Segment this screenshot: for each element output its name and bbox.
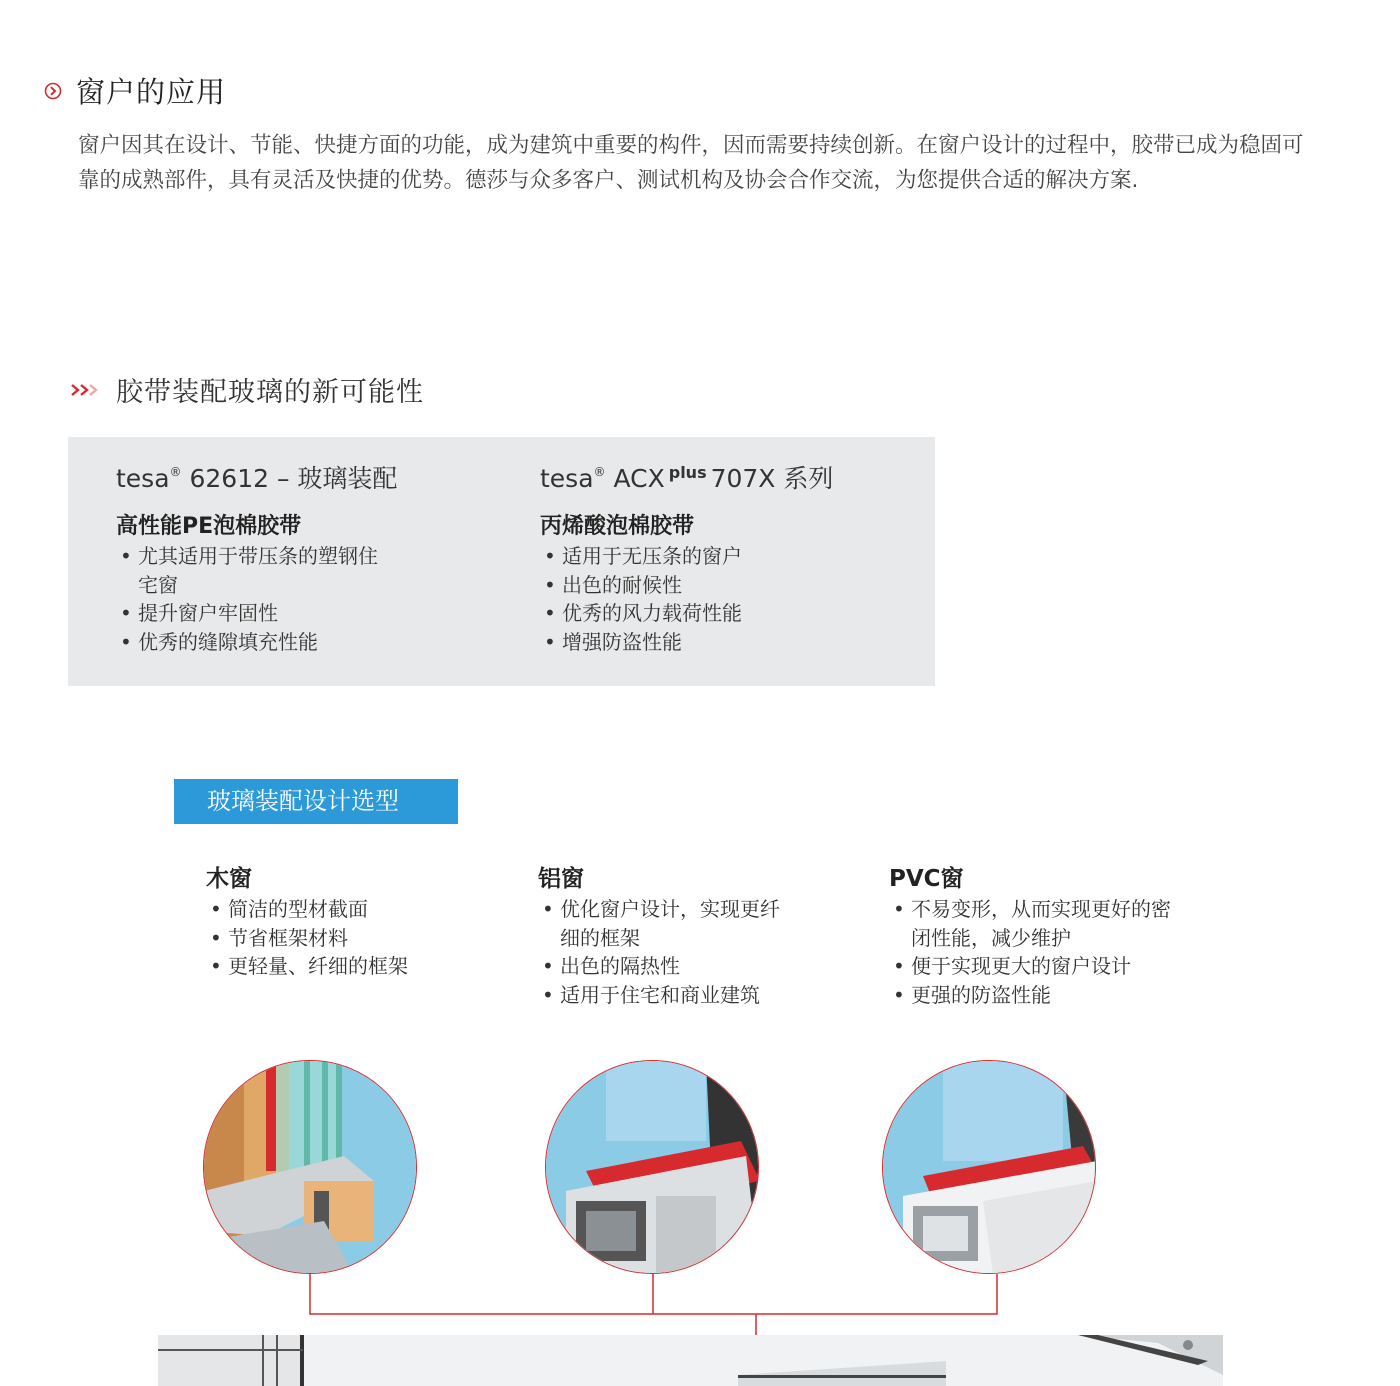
wood-window-profile-illustration <box>203 1060 417 1274</box>
product-comparison-box <box>68 437 935 686</box>
list-item: • 优秀的缝隙填充性能 <box>116 628 396 657</box>
column-title: PVC窗 <box>889 866 964 892</box>
building-window-scene-illustration <box>158 1335 1223 1386</box>
column-title: 铝窗 <box>538 866 584 892</box>
feature-list <box>116 542 396 657</box>
column-wood-window <box>206 860 466 981</box>
list-item: • 更轻量、纤细的框架 <box>206 952 466 981</box>
column-pvc-window <box>889 860 1179 1010</box>
glazing-design-banner: 玻璃装配设计选型 <box>174 779 458 824</box>
list-item: • 提升窗户牢固性 <box>116 599 396 628</box>
list-item: • 增强防盗性能 <box>540 628 840 657</box>
feature-list <box>206 895 466 981</box>
list-item: • 出色的隔热性 <box>538 952 788 981</box>
column-aluminium-window <box>538 860 788 1010</box>
pvc-window-profile-illustration <box>882 1060 1096 1274</box>
list-item: • 便于实现更大的窗户设计 <box>889 952 1179 981</box>
triple-chevron-right-icon <box>70 381 104 399</box>
list-item: • 尤其适用于带压条的塑钢住宅窗 <box>116 542 396 599</box>
feature-list <box>538 895 788 1010</box>
list-item: • 优秀的风力载荷性能 <box>540 599 840 628</box>
product-name: tesa® 62612 – 玻璃装配 <box>116 464 398 493</box>
list-item: • 更强的防盗性能 <box>889 981 1179 1010</box>
list-item: • 简洁的型材截面 <box>206 895 466 924</box>
section-title: 胶带装配玻璃的新可能性 <box>116 377 424 408</box>
product-name: tesa® ACX $^{plus}$ 707X 系列 <box>540 463 834 493</box>
product-card-62612 <box>116 459 397 657</box>
intro-paragraph: 窗户因其在设计、节能、快捷方面的功能，成为建筑中重要的构件，因而需要持续创新。在窗户设计的过程中，胶带已成为稳固可靠的成熟部件，具有灵活及快捷的优势。德莎与众多客户、测试机构及协会合作交流，为您提供合适的解决方案. <box>78 133 1304 193</box>
list-item: • 不易变形，从而实现更好的密闭性能，减少维护 <box>889 895 1179 952</box>
product-subtitle: 高性能PE泡棉胶带 <box>116 514 302 539</box>
feature-list <box>889 895 1179 1010</box>
feature-list <box>540 542 840 657</box>
list-item: • 适用于无压条的窗户 <box>540 542 840 571</box>
product-card-acx-plus <box>540 459 840 657</box>
list-item: • 适用于住宅和商业建筑 <box>538 981 788 1010</box>
list-item: • 节省框架材料 <box>206 924 466 953</box>
column-title: 木窗 <box>206 866 252 892</box>
product-subtitle: 丙烯酸泡棉胶带 <box>540 514 695 539</box>
list-item: • 出色的耐候性 <box>540 571 840 600</box>
aluminium-window-profile-illustration <box>545 1060 759 1274</box>
section-heading-window-application <box>44 70 226 111</box>
circle-chevron-right-icon <box>44 82 62 100</box>
section-title: 窗户的应用 <box>76 75 227 109</box>
list-item: • 优化窗户设计，实现更纤细的框架 <box>538 895 788 952</box>
section-heading-tape-glazing <box>70 370 424 409</box>
